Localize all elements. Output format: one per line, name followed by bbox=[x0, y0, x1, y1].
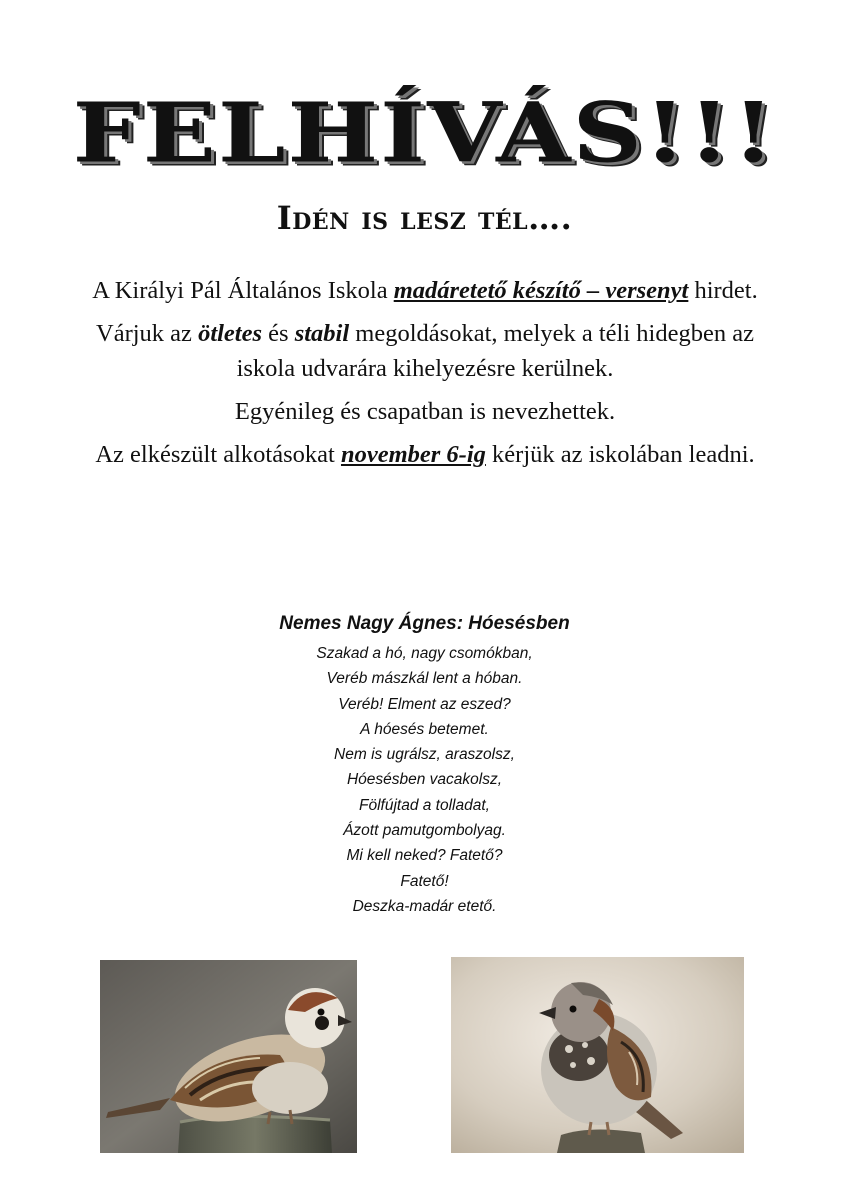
poem-line: Deszka-madár etető. bbox=[352, 897, 497, 915]
emphasis-stable: stabil bbox=[294, 320, 350, 347]
text-span: kérjük az iskolában leadni. bbox=[485, 441, 755, 468]
poem-line: Fölfújtad a tolladat, bbox=[359, 796, 490, 814]
page-subtitle: Idén is lesz tél…. bbox=[276, 199, 573, 237]
announcement-paragraph-2 bbox=[90, 316, 760, 386]
text-span: A Királyi Pál Általános Iskola bbox=[92, 277, 394, 304]
poem-line: Fatető! bbox=[400, 872, 449, 890]
announcement-text bbox=[90, 273, 760, 480]
announcement-paragraph-4 bbox=[90, 437, 760, 472]
tree-sparrow-photo bbox=[100, 960, 357, 1153]
sparrow-illustration bbox=[100, 960, 357, 1153]
poem-title: Nemes Nagy Ágnes: Hóesésben bbox=[279, 613, 570, 634]
text-span: Az elkészült alkotásokat bbox=[95, 441, 341, 468]
poem-line: Ázott pamutgombolyag. bbox=[343, 822, 506, 840]
poem-line: Veréb! Elment az eszed? bbox=[338, 695, 511, 713]
poem-line: Hóesésben vacakolsz, bbox=[346, 771, 503, 789]
poem bbox=[0, 610, 849, 919]
text-span: megoldásokat, melyek a téli hidegben az iskola udvarára kihelyezésre kerülnek. bbox=[236, 320, 754, 382]
poem-line: Veréb mászkál lent a hóban. bbox=[326, 670, 523, 688]
emphasis-creative: ötletes bbox=[198, 320, 263, 347]
house-sparrow-photo bbox=[451, 957, 744, 1153]
sparrow-illustration bbox=[451, 957, 744, 1153]
competition-name: madáretető készítő – versenyt bbox=[393, 277, 689, 304]
text-span: és bbox=[262, 320, 295, 347]
text-span: Várjuk az bbox=[96, 320, 199, 347]
poem-line: Nem is ugrálsz, araszolsz, bbox=[334, 746, 515, 764]
announcement-paragraph-1 bbox=[90, 273, 760, 308]
page-title: FELHÍVÁS!!! bbox=[72, 83, 777, 182]
poem-line: Mi kell neked? Fatető? bbox=[346, 847, 503, 865]
poem-line: Szakad a hó, nagy csomókban, bbox=[316, 645, 533, 662]
text-span: hirdet. bbox=[688, 277, 758, 304]
poem-line: A hóesés betemet. bbox=[360, 720, 489, 738]
deadline-date: november 6-ig bbox=[340, 441, 486, 468]
announcement-paragraph-3: Egyénileg és csapatban is nevezhettek. bbox=[234, 398, 616, 425]
